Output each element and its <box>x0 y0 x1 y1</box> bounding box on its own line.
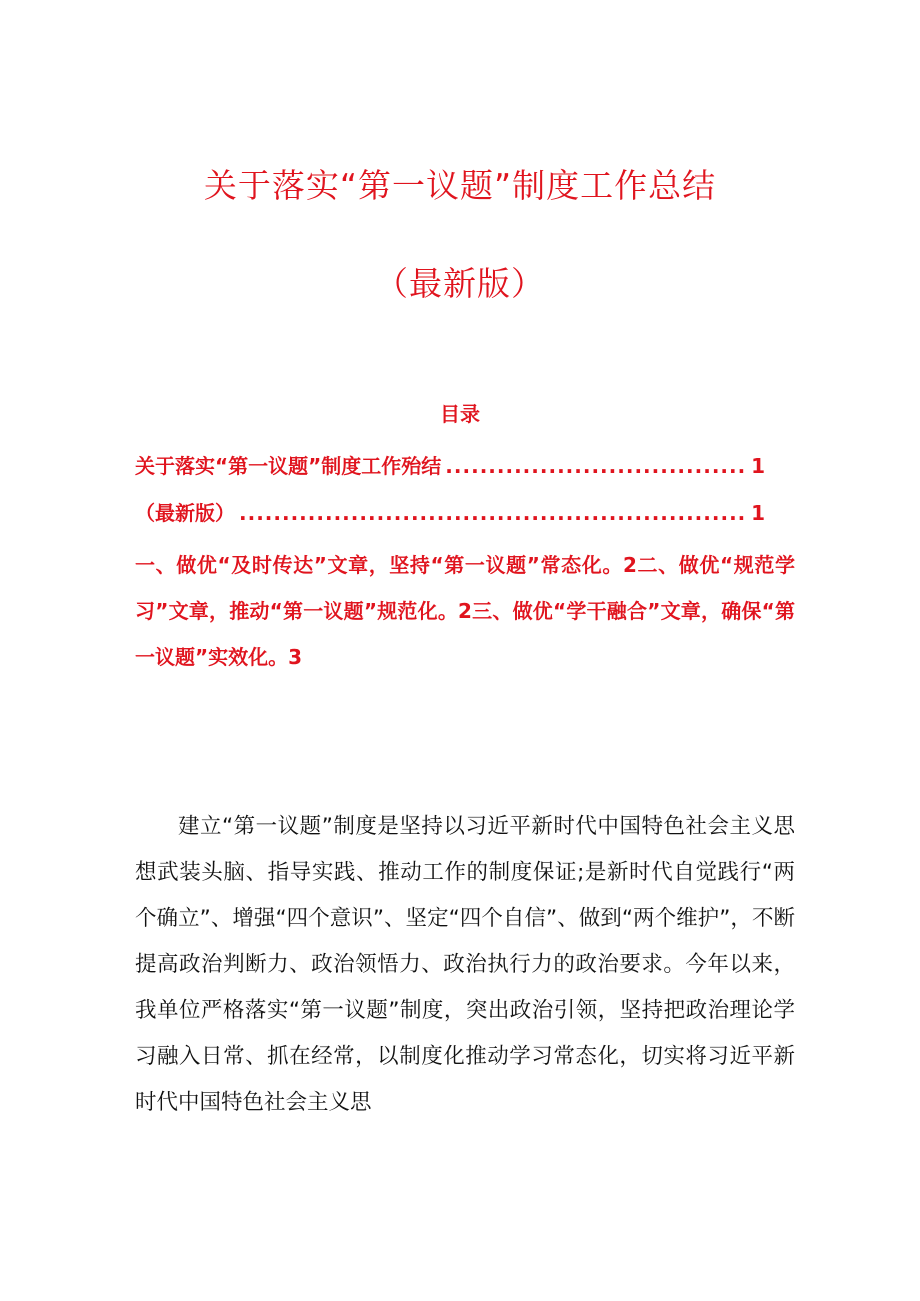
toc-entry-label: （最新版） <box>135 501 235 525</box>
toc-entry[interactable] <box>135 450 765 479</box>
body-paragraph: 建立“第一议题”制度是坚持以习近平新时代中国特色社会主义思想武装头脑、指导实践、推动工作的制度保证;是新时代自觉践行“两个确立”、增强“四个意识”、坚定“四个自信”、做到“两个维护”，不断提高政治判断力、政治领悟力、政治执行力的政治要求。今年以来，我单位严格落实“第一议题”制度，突出政治引领，坚持把政治理论学习融入日常、抓在经常，以制度化推动学习常态化，切实将习近平新时代中国特色社会主义思 <box>135 814 795 1115</box>
toc-section-entries[interactable]: 一、做优“及时传达”文章，坚持“第一议题”常态化。2二、做优“规范学习”文章，推动“第一议题”规范化。2三、做优“学干融合”文章，确保“第一议题”实效化。3 <box>135 553 795 669</box>
toc-heading: 目录 <box>440 402 480 426</box>
toc-leader-dots <box>239 501 747 525</box>
document-title: 关于落实“第一议题”制度工作总结 <box>203 166 717 205</box>
toc-entry[interactable] <box>135 497 765 526</box>
document-subtitle: （最新版） <box>375 264 545 303</box>
toc-entry-page: 1 <box>751 454 765 478</box>
toc-entry-page: 1 <box>751 501 765 525</box>
toc-leader-dots <box>445 454 747 478</box>
toc-entry-label: 关于落实“第一议题”制度工作殆结 <box>135 454 442 478</box>
